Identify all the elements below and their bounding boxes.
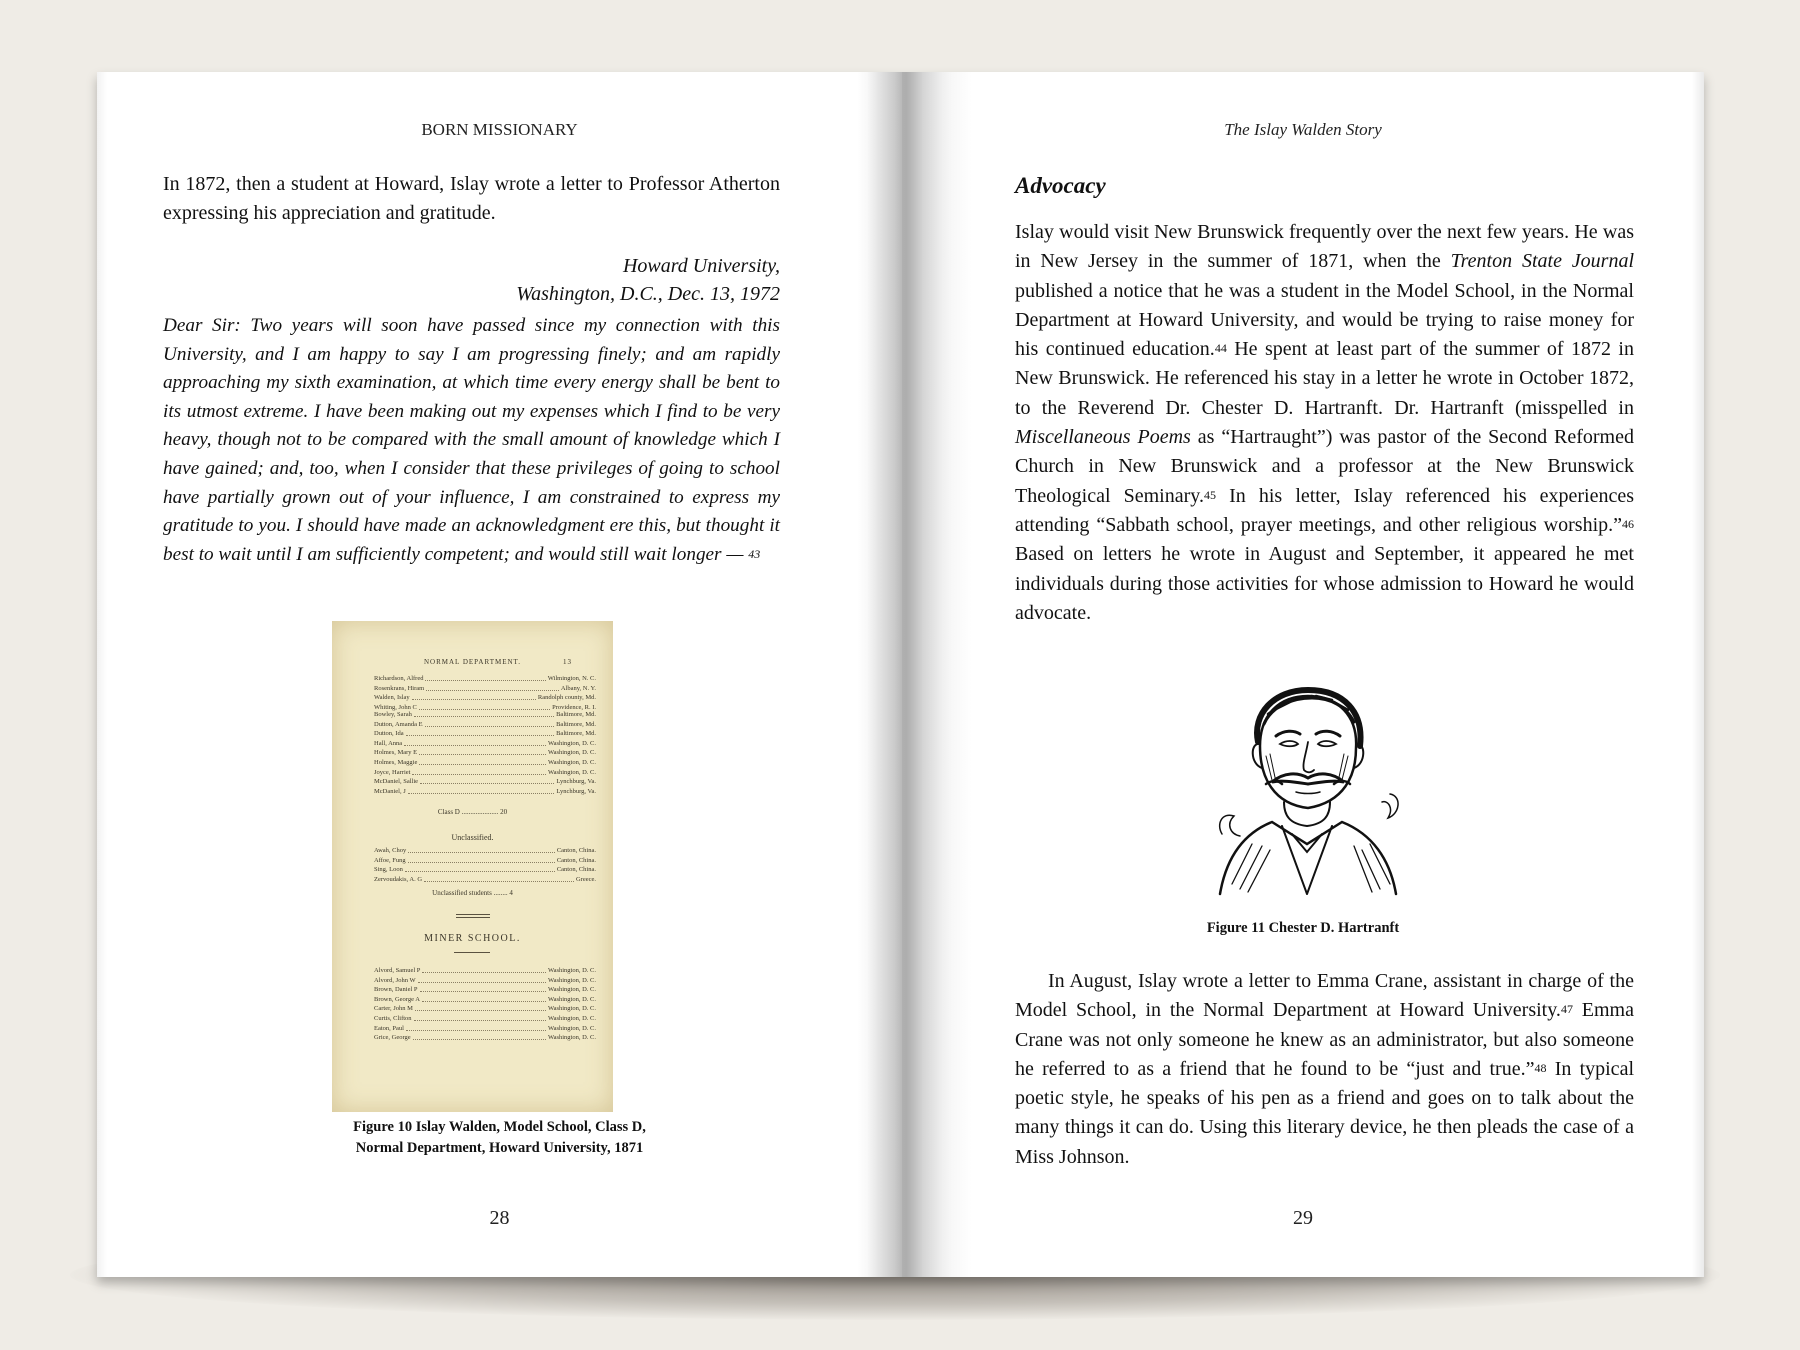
- page-number-right: 29: [1293, 1207, 1313, 1229]
- scan-student-name: McDaniel, J: [374, 787, 406, 795]
- scan-student-place: Lynchburg, Va.: [556, 778, 596, 786]
- caption-line-1: Figure 10 Islay Walden, Model School, Class D,: [353, 1119, 646, 1135]
- scan-roster-row: [374, 866, 596, 874]
- scan-rule: [454, 952, 490, 953]
- p1-text-f: Based on letters he wrote in August and September, it appeared he met individuals during those activities for whose admission to Howard he would advocate.: [1015, 543, 1634, 624]
- scan-leader-dots: [412, 769, 545, 775]
- p1-text-c: He spent at least part of the summer of 1872 in New Brunswick. He referenced his stay in a letter he wrote in October 1872, to the Reverend Dr. Chester D. Hartranft. Dr. Hartranft (misspelled in: [1015, 338, 1634, 419]
- p1-text-d: as “Hartraught”) was pastor of the Second Reformed Church in New Brunswick and a professor at the New Brunswick Theological Seminary.: [1015, 426, 1634, 507]
- running-head-left: BORN MISSIONARY: [421, 120, 578, 139]
- footnote-ref-46: 46: [1622, 516, 1634, 531]
- scan-student-name: McDaniel, Sallie: [374, 778, 419, 786]
- scan-leader-dots: [413, 1034, 546, 1040]
- p1-italic-poems: Miscellaneous Poems: [1015, 426, 1191, 449]
- scan-leader-dots: [425, 675, 545, 681]
- scan-student-place: Baltimore, Md.: [556, 730, 596, 738]
- scan-leader-dots: [415, 1005, 546, 1011]
- scan-student-place: Wilmington, N. C.: [547, 675, 596, 682]
- scan-student-name: Bowley, Sarah: [374, 711, 412, 718]
- scan-header-page: 13: [563, 658, 572, 666]
- scan-roster-row: [374, 749, 596, 757]
- scan-student-place: Providence, R. I.: [552, 703, 596, 711]
- scan-student-name: Affoe, Fung: [374, 856, 406, 864]
- footnote-ref-47: 47: [1560, 1002, 1573, 1017]
- scan-leader-dots: [420, 986, 546, 992]
- scan-leader-dots: [419, 749, 546, 755]
- scan-student-name: Dutton, Amanda E: [374, 720, 423, 728]
- unclassified-total-value: 4: [509, 889, 513, 897]
- scan-student-place: Washington, D. C.: [547, 1005, 596, 1013]
- letter-place: Howard University,: [622, 255, 780, 277]
- scan-roster-row: [374, 986, 596, 994]
- scan-student-name: Carter, John M: [374, 1005, 413, 1013]
- figure-10-caption: [97, 1117, 902, 1159]
- scan-roster-row: [374, 778, 596, 786]
- letter-text: Dear Sir: Two years will soon have passed since my connection with this University, and I am happy to say I am progressing finely; and am rapidly approaching my sixth examination, at which time every energy shall be bent to its utmost extreme. I have been making out my expenses which I find to be very heavy, though not to be compared with the small amount of knowledge which I have gained; and, too, when I consider that these privileges of going to school have partially grown out of your influence, I am constrained to express my gratitude to you. I should have made an acknowledgment ere this, but thought it best to wait until I am sufficiently competent; and would still wait longer —: [163, 315, 780, 565]
- scan-student-name: Dutton, Ida: [374, 730, 404, 738]
- scan-roster-row: [374, 857, 596, 865]
- right-page: [902, 72, 1704, 1277]
- page-number-left: 28: [489, 1207, 510, 1229]
- unclassified-title: Unclassified.: [451, 833, 494, 842]
- scan-leader-dots: [408, 788, 555, 794]
- scan-student-place: Washington, D. C.: [547, 1015, 596, 1022]
- scan-student-place: Washington, D. C.: [547, 967, 596, 974]
- paragraph-1: [1015, 218, 1634, 628]
- running-head-right: The Islay Walden Story: [1224, 120, 1382, 139]
- scan-leader-dots: [414, 711, 554, 717]
- unclassified-total: Unclassified students ........ 4: [432, 889, 513, 897]
- scan-student-place: Washington, D. C.: [547, 749, 596, 757]
- scan-student-name: Joyce, Harriet: [374, 768, 411, 776]
- scan-roster-row: [374, 759, 596, 767]
- p1-text-e: In his letter, Islay referenced his experiences attending “Sabbath school, prayer meetings, and other religious worship.”: [1015, 484, 1634, 536]
- intro-paragraph: In 1872, then a student at Howard, Islay wrote a letter to Professor Atherton expressing his appreciation and gratitude.: [163, 173, 780, 224]
- scan-student-name: Alvord, Samuel P: [374, 967, 421, 974]
- scan-student-place: Washington, D. C.: [547, 759, 596, 766]
- figure-11-caption: Figure 11 Chester D. Hartranft: [1206, 920, 1400, 936]
- scan-roster-row: [374, 1015, 596, 1023]
- p2-text-b: Emma Crane was not only someone he knew as an administrator, but also someone he referred to as a friend that he found to be “just and true.”: [1015, 999, 1634, 1080]
- open-book: [97, 72, 1704, 1277]
- hartranft-portrait: [1212, 684, 1402, 899]
- letter-body: [163, 312, 780, 569]
- left-page: [97, 72, 902, 1277]
- scan-leader-dots: [405, 866, 555, 872]
- scan-student-place: Washington, D. C.: [547, 995, 596, 1003]
- scan-roster-row: [374, 711, 596, 719]
- scan-leader-dots: [425, 721, 555, 727]
- scan-student-place: Albany, N. Y.: [560, 684, 596, 692]
- scan-roster-row: [374, 1005, 596, 1013]
- paragraph-2: [1015, 967, 1634, 1172]
- scan-student-place: Washington, D. C.: [547, 739, 596, 747]
- scan-student-name: Rosenkrans, Hiram: [374, 684, 425, 692]
- scan-leader-dots: [406, 1025, 546, 1031]
- scan-student-place: Greece.: [575, 875, 596, 883]
- scan-student-name: Eaton, Paul: [374, 1024, 404, 1032]
- scan-student-name: Curtis, Clifton: [374, 1015, 412, 1022]
- scan-leader-dots: [412, 694, 536, 700]
- scan-leader-dots: [424, 876, 574, 882]
- letter-date: Washington, D.C., Dec. 13, 1972: [516, 283, 780, 305]
- scan-student-name: Grice, George: [374, 1034, 411, 1042]
- scan-leader-dots: [414, 1015, 546, 1021]
- scan-student-place: Washington, D. C.: [547, 1024, 596, 1032]
- scan-student-place: Washington, D. C.: [547, 1034, 596, 1042]
- scan-student-name: Awah, Choy: [374, 847, 407, 854]
- caption-line-2: Normal Department, Howard University, 1871: [355, 1140, 644, 1156]
- footnote-ref-48: 48: [1534, 1060, 1547, 1075]
- scan-leader-dots: [404, 740, 546, 746]
- class-d-total: Class D ..................... 20: [437, 808, 508, 816]
- scan-student-place: Randolph county, Md.: [537, 694, 596, 702]
- scan-roster-row: [374, 769, 596, 777]
- scan-roster-row: [374, 977, 596, 985]
- scan-roster-row: [374, 996, 596, 1004]
- scan-leader-dots: [406, 730, 554, 736]
- scan-leader-dots: [426, 685, 559, 691]
- scan-student-place: Canton, China.: [556, 866, 596, 874]
- scan-student-place: Washington, D. C.: [547, 976, 596, 984]
- scan-student-name: Whiting, John C: [374, 703, 417, 711]
- scan-ornament: [456, 914, 490, 918]
- scan-leader-dots: [408, 857, 555, 863]
- scan-leader-dots: [419, 704, 550, 710]
- scan-roster-row: [374, 730, 596, 738]
- p2-text-a: In August, Islay wrote a letter to Emma Crane, assistant in charge of the Model School, in the Normal Department at Howard University.: [1015, 970, 1634, 1022]
- scan-student-name: Richardson, Alfred: [374, 675, 424, 682]
- scan-roster-row: [374, 847, 596, 855]
- scan-student-name: Alvord, John W: [374, 976, 416, 984]
- footnote-ref-44: 44: [1214, 341, 1227, 356]
- class-d-value: 20: [500, 808, 508, 816]
- scan-leader-dots: [420, 778, 554, 784]
- p1-italic-journal: Trenton State Journal: [1450, 250, 1635, 273]
- p1-text-b: published a notice that he was a student in the Model School, in the Normal Department at Howard University, and would be trying to raise money for his continued education.: [1015, 279, 1634, 361]
- scan-leader-dots: [408, 847, 555, 853]
- scan-roster-row: [374, 876, 596, 884]
- scan-student-place: Canton, China.: [556, 847, 596, 854]
- scan-leader-dots: [422, 996, 546, 1002]
- unclassified-total-label: Unclassified students: [432, 889, 492, 897]
- scan-student-name: Zervoudakis, A. G: [374, 875, 423, 883]
- scan-roster-row: [374, 1025, 596, 1033]
- scan-roster-row: [374, 694, 596, 702]
- scan-student-name: Sing, Loon: [374, 866, 403, 874]
- scan-student-name: Hall, Anna: [374, 739, 403, 747]
- scan-student-place: Lynchburg, Va.: [556, 787, 596, 795]
- p2-text-c: In typical poetic style, he speaks of his pen as a friend and goes on to talk about the many things it can do. Using this literary device, he then pleads the case of a Miss Johnson.: [1015, 1057, 1634, 1168]
- scan-student-name: Holmes, Mary E: [374, 749, 418, 757]
- scan-student-name: Brown, George A: [374, 995, 420, 1003]
- scan-roster-row: [374, 675, 596, 683]
- class-d-label: Class D: [437, 808, 460, 816]
- scan-student-place: Washington, D. C.: [547, 768, 596, 776]
- miner-school-title: MINER SCHOOL.: [424, 933, 521, 944]
- scan-leader-dots: [418, 977, 546, 983]
- scan-roster-row: [374, 1034, 596, 1042]
- scan-student-name: Brown, Daniel P: [374, 986, 418, 994]
- scan-student-place: Washington, D. C.: [547, 986, 596, 994]
- scan-roster-row: [374, 740, 596, 748]
- p1-text-a: Islay would visit New Brunswick frequently over the next few years. He was in New Jersey in the summer of 1871, when the: [1015, 221, 1634, 273]
- scan-header-title: NORMAL DEPARTMENT.: [424, 658, 522, 666]
- scan-roster-row: [374, 967, 596, 975]
- scan-student-name: Holmes, Maggie: [374, 759, 418, 766]
- scan-roster-row: [374, 788, 596, 796]
- scan-student-place: Canton, China.: [556, 856, 596, 864]
- footnote-ref-45: 45: [1203, 487, 1216, 502]
- scan-student-place: Baltimore, Md.: [556, 711, 596, 718]
- scan-student-name: Walden, Islay: [374, 694, 410, 702]
- scan-roster-row: [374, 721, 596, 729]
- scan-student-place: Baltimore, Md.: [556, 720, 596, 728]
- scan-leader-dots: [422, 967, 546, 973]
- figure-10-scan: [332, 621, 613, 1112]
- footnote-ref-43: 43: [748, 546, 761, 561]
- scan-roster-row: [374, 685, 596, 693]
- section-heading: Advocacy: [1015, 173, 1106, 198]
- scan-leader-dots: [419, 759, 546, 765]
